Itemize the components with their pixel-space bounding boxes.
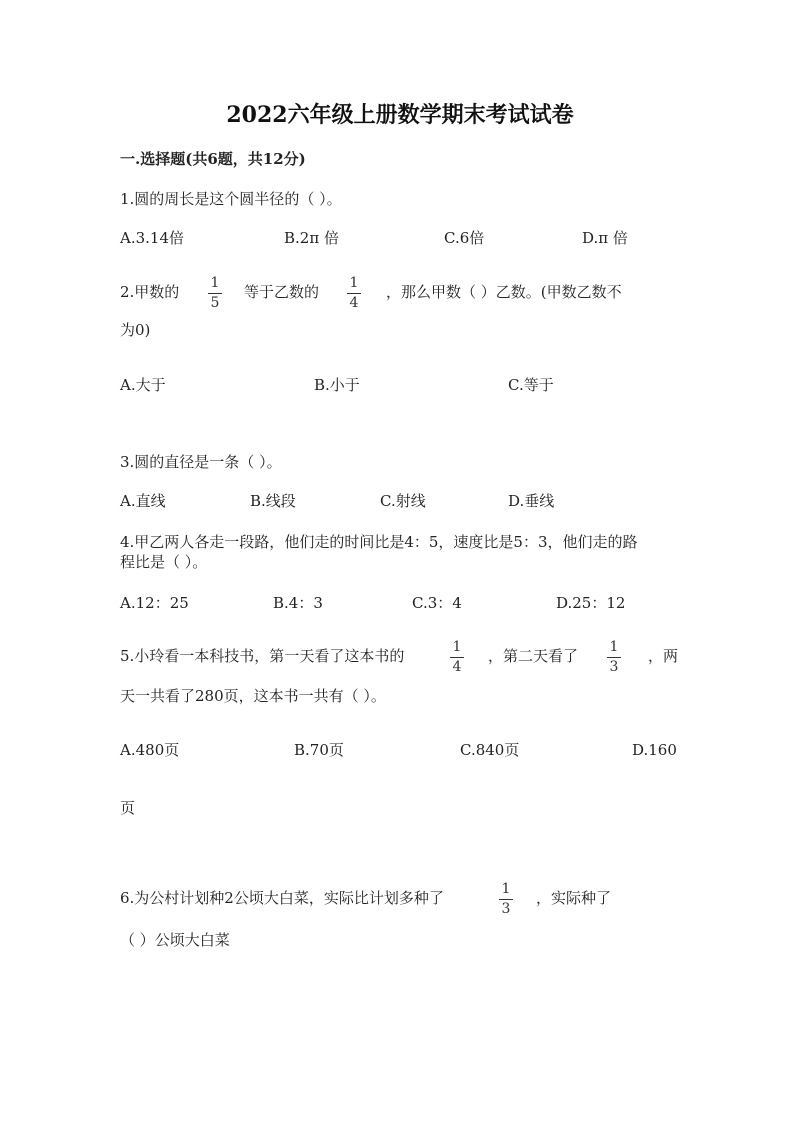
question-3-stem: 3.圆的直径是一条（ ）。 bbox=[120, 453, 282, 471]
question-6-stem-line2: （ ）公顷大白菜 bbox=[120, 931, 230, 949]
q3-option-c[interactable]: C.射线 bbox=[380, 492, 426, 510]
q1-option-c[interactable]: C.6倍 bbox=[444, 229, 485, 247]
fraction-bar bbox=[499, 899, 513, 900]
q5-option-c[interactable]: C.840页 bbox=[460, 741, 520, 759]
fraction-numerator: 1 bbox=[349, 275, 359, 291]
fraction-bar bbox=[450, 657, 464, 658]
fraction-numerator: 1 bbox=[609, 639, 619, 655]
question-2-stem-b: 等于乙数的 bbox=[244, 283, 320, 301]
question-5-stem-c: ，两 bbox=[648, 647, 679, 665]
question-4-stem-line2: 程比是（ ）。 bbox=[120, 553, 208, 571]
fraction-bar bbox=[208, 293, 222, 294]
question-2-stem-d: 为0) bbox=[120, 321, 151, 339]
q5-option-d[interactable]: D.160 bbox=[632, 741, 677, 759]
page-title: 2022六年级上册数学期末考试试卷 bbox=[226, 102, 574, 128]
fraction-denominator: 3 bbox=[609, 659, 619, 675]
q2-option-b[interactable]: B.小于 bbox=[314, 376, 360, 394]
q5-fraction-2 bbox=[606, 640, 622, 675]
q4-option-c[interactable]: C.3：4 bbox=[412, 594, 462, 612]
fraction-denominator: 4 bbox=[452, 659, 462, 675]
question-4-stem-line1: 4.甲乙两人各走一段路，他们走的时间比是4：5，速度比是5：3，他们走的路 bbox=[120, 533, 638, 551]
question-1-stem: 1.圆的周长是这个圆半径的（ ）。 bbox=[120, 190, 342, 208]
q4-option-d[interactable]: D.25：12 bbox=[556, 594, 626, 612]
question-5-stem-b: ，第二天看了 bbox=[488, 647, 579, 665]
q3-option-b[interactable]: B.线段 bbox=[250, 492, 296, 510]
q5-option-b[interactable]: B.70页 bbox=[294, 741, 344, 759]
fraction-denominator: 3 bbox=[501, 901, 511, 917]
question-2-stem-a: 2.甲数的 bbox=[120, 283, 180, 301]
q5-fraction-1 bbox=[449, 640, 465, 675]
fraction-bar bbox=[607, 657, 621, 658]
q1-option-d[interactable]: D.π 倍 bbox=[582, 229, 628, 247]
fraction-denominator: 4 bbox=[349, 295, 359, 311]
q4-option-b[interactable]: B.4：3 bbox=[273, 594, 323, 612]
q3-option-d[interactable]: D.垂线 bbox=[508, 492, 555, 510]
q2-option-a[interactable]: A.大于 bbox=[120, 376, 166, 394]
fraction-numerator: 1 bbox=[452, 639, 462, 655]
q2-option-c[interactable]: C.等于 bbox=[508, 376, 554, 394]
fraction-denominator: 5 bbox=[210, 295, 220, 311]
question-6-stem-b: ，实际种了 bbox=[536, 889, 612, 907]
q5-option-d-wrap: 页 bbox=[120, 799, 136, 817]
fraction-numerator: 1 bbox=[501, 881, 511, 897]
q1-option-b[interactable]: B.2π 倍 bbox=[284, 229, 339, 247]
q6-fraction-1 bbox=[498, 882, 514, 917]
q4-option-a[interactable]: A.12：25 bbox=[120, 594, 189, 612]
fraction-numerator: 1 bbox=[210, 275, 220, 291]
q2-fraction-1 bbox=[207, 276, 223, 311]
fraction-bar bbox=[347, 293, 361, 294]
q1-option-a[interactable]: A.3.14倍 bbox=[120, 229, 184, 247]
question-5-stem-line2: 天一共看了280页，这本书一共有（ ）。 bbox=[120, 687, 386, 705]
question-6-stem-a: 6.为公村计划种2公顷大白菜，实际比计划多种了 bbox=[120, 889, 444, 907]
q5-option-a[interactable]: A.480页 bbox=[120, 741, 180, 759]
section-heading: 一.选择题(共6题，共12分) bbox=[120, 150, 306, 168]
question-5-stem-a: 5.小玲看一本科技书，第一天看了这本书的 bbox=[120, 647, 405, 665]
question-2-stem-c: ，那么甲数（ ）乙数。(甲数乙数不 bbox=[386, 283, 622, 301]
q3-option-a[interactable]: A.直线 bbox=[120, 492, 166, 510]
q2-fraction-2 bbox=[346, 276, 362, 311]
